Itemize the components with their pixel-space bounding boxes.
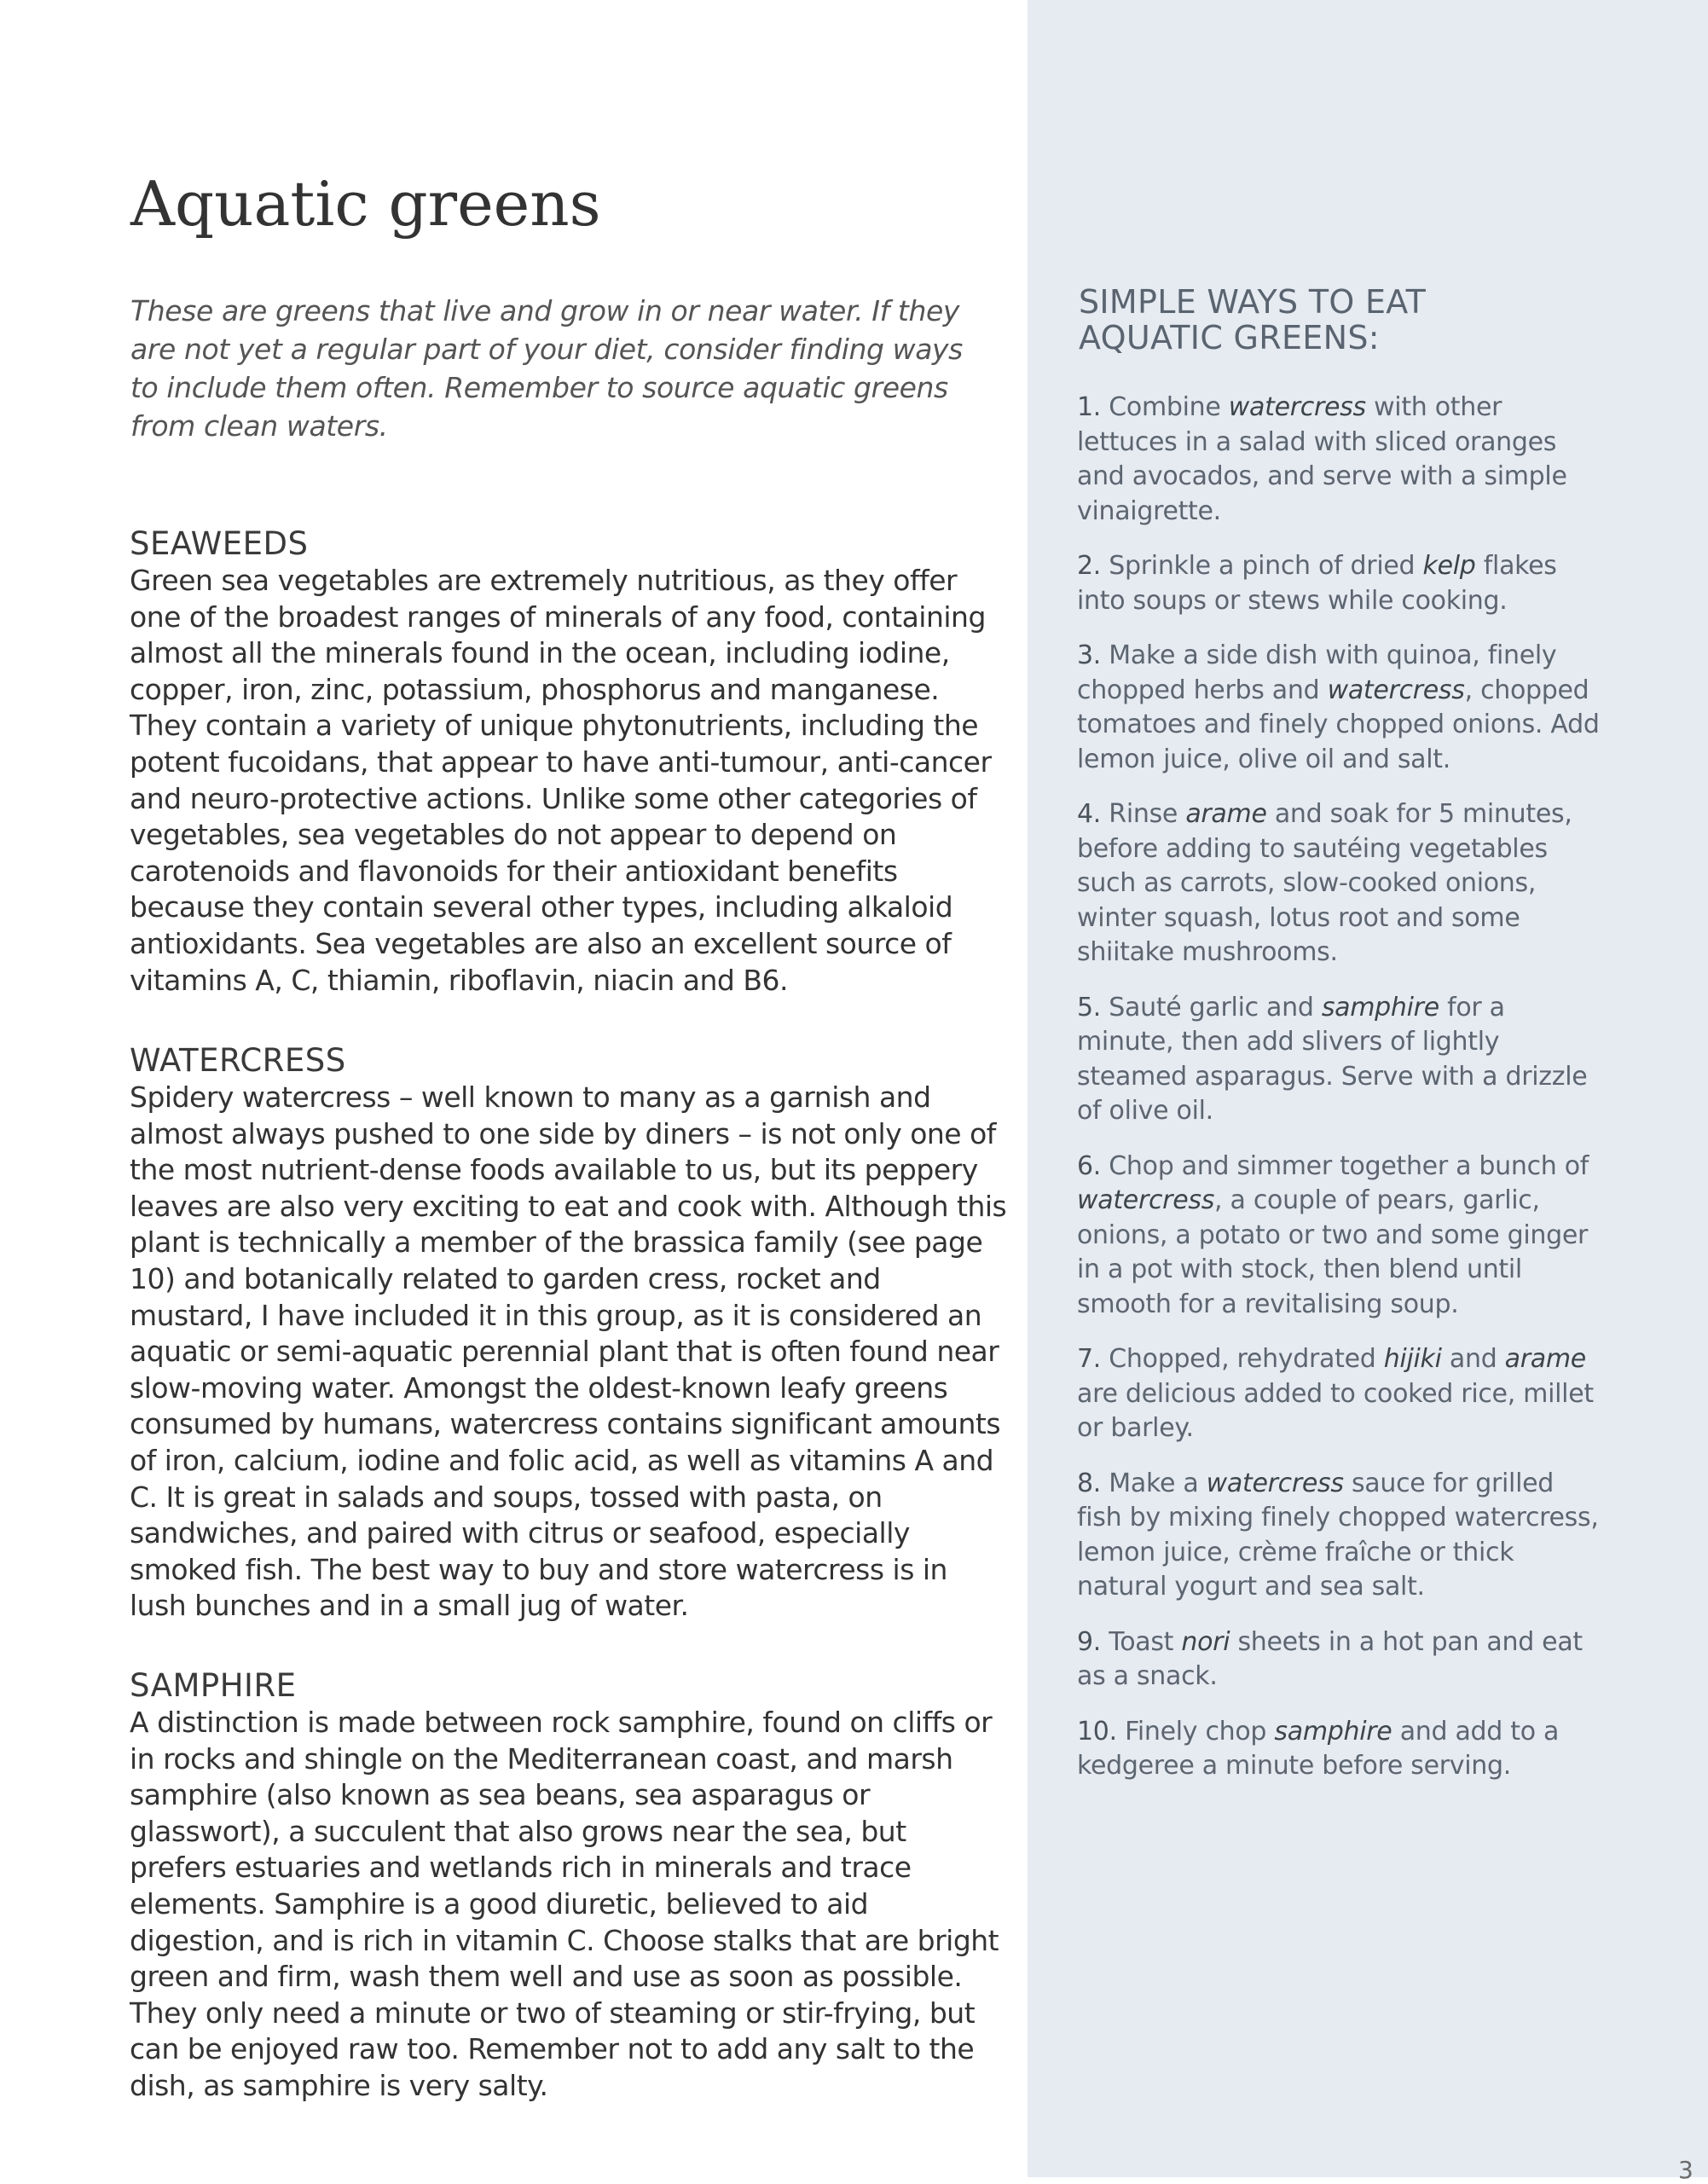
tips-list: [1077, 391, 1606, 1805]
tip-item: [1077, 1625, 1606, 1694]
tip-number: 8.: [1077, 1468, 1102, 1498]
tip-ingredient: arame: [1185, 799, 1267, 829]
intro-paragraph: These are greens that live and grow in or near water. If they are not yet a regular part of your diet, consider finding ways to include them often. Remember to source aquatic greens from clean waters.: [130, 294, 963, 443]
tip-item: [1077, 549, 1606, 618]
tip-text: Finely chop: [1125, 1716, 1275, 1747]
tip-text: and: [1441, 1344, 1505, 1374]
tip-ingredient: arame: [1504, 1344, 1586, 1374]
page-number: 3: [1678, 2156, 1694, 2184]
tip-number: 7.: [1077, 1344, 1102, 1374]
tip-text: Toast: [1109, 1626, 1182, 1657]
tip-item: [1077, 1715, 1606, 1784]
tip-text: Sprinkle a pinch of dried: [1109, 551, 1423, 581]
tip-item: [1077, 797, 1606, 970]
tip-text: , chopped tomatoes and finely chopped onions. Add lemon juice, olive oil and salt.: [1077, 675, 1600, 774]
tip-text: Rinse: [1109, 799, 1186, 829]
tip-text: Combine: [1109, 392, 1229, 422]
section-heading: SAMPHIRE: [130, 1667, 297, 1704]
tip-item: [1077, 391, 1606, 529]
tip-item: [1077, 1467, 1606, 1605]
section-samphire: [130, 1667, 1008, 2105]
tip-text: Chopped, rehydrated: [1109, 1344, 1384, 1374]
section-heading: WATERCRESS: [130, 1042, 346, 1079]
tip-text: Make a: [1109, 1468, 1207, 1498]
tip-text: flakes into soups or stews while cooking.: [1077, 551, 1557, 616]
tip-number: 9.: [1077, 1626, 1102, 1657]
tip-number: 5.: [1077, 992, 1102, 1022]
tip-number: 3.: [1077, 640, 1102, 670]
tip-ingredient: watercress: [1206, 1468, 1344, 1498]
section-body: Spidery watercress – well known to many as a garnish and almost always pushed to one side by diners – is not only one of the most nutrient-dense foods available to us, but its peppery leaves are also very exciting to eat and cook with. Although this plant is technically a member of the brassica family (see page 10) and botanically related to garden cress, rocket and mustard, I have included it in this group, as it is considered an aquatic or semi-aquatic perennial plant that is often found near slow-moving water. Amongst the oldest-known leafy greens consumed by humans, watercress contains significant amounts of iron, calcium, iodine and folic acid, as well as vitamins A and C. It is great in salads and soups, tossed with pasta, on sandwiches, and paired with citrus or seafood, especially smoked fish. The best way to buy and store watercress is in lush bunches and in a small jug of water.: [130, 1080, 1007, 1623]
tip-ingredient: nori: [1181, 1626, 1230, 1657]
tip-number: 4.: [1077, 799, 1102, 829]
section-heading: SEAWEEDS: [130, 525, 309, 562]
tip-text: Chop and simmer together a bunch of: [1109, 1150, 1589, 1181]
tip-text: with other lettuces in a salad with sliced oranges and avocados, and serve with a simple vinaigrette.: [1077, 392, 1567, 526]
tip-ingredient: watercress: [1077, 1185, 1215, 1215]
tip-number: 6.: [1077, 1150, 1102, 1181]
tip-ingredient: samphire: [1274, 1716, 1392, 1747]
section-body: Green sea vegetables are extremely nutritious, as they offer one of the broadest ranges of minerals of any food, containing almost all the minerals found in the ocean, including iodine, copper, iron, zinc, potassium, phosphorus and manganese. They contain a variety of unique phytonutrients, including the potent fucoidans, that appear to have anti-tumour, anti-cancer and neuro-protective actions. Unlike some other categories of vegetables, sea vegetables do not appear to depend on carotenoids and flavonoids for their antioxidant benefits because they contain several other types, including alkaloid antioxidants. Sea vegetables are also an excellent source of vitamins A, C, thiamin, riboflavin, niacin and B6.: [130, 564, 992, 997]
section-seaweeds: [130, 525, 1008, 999]
section-body: A distinction is made between rock samphire, found on cliffs or in rocks and shingle on the Mediterranean coast, and marsh samphire (also known as sea beans, sea asparagus or glasswort), a succulent that also grows near the sea, but prefers estuaries and wetlands rich in minerals and trace elements. Samphire is a good diuretic, believed to aid digestion, and is rich in vitamin C. Choose stalks that are bright green and firm, wash them well and use as soon as possible. They only need a minute or two of steaming or stir-frying, but can be enjoyed raw too. Remember not to add any salt to the dish, as samphire is very salty.: [130, 1706, 999, 2102]
tip-text: sauce for grilled fish by mixing finely chopped watercress, lemon juice, crème fraîche or thick natural yogurt and sea salt.: [1077, 1468, 1599, 1602]
sidebar-heading: SIMPLE WAYS TO EAT AQUATIC GREENS:: [1079, 283, 1427, 356]
tip-text: for a minute, then add slivers of lightly steamed asparagus. Serve with a drizzle of olive oil.: [1077, 992, 1588, 1126]
page-title: Aquatic greens: [130, 168, 601, 240]
tip-text: are delicious added to cooked rice, millet or barley.: [1077, 1378, 1594, 1443]
tip-number: 1.: [1077, 392, 1102, 422]
tip-item: [1077, 1150, 1606, 1323]
tip-ingredient: hijiki: [1383, 1344, 1442, 1374]
tip-text: , a couple of pears, garlic, onions, a potato or two and some ginger in a pot with stock, then blend until smooth for a revitalising soup.: [1077, 1185, 1589, 1319]
tip-item: [1077, 639, 1606, 777]
section-watercress: [130, 1042, 1008, 1625]
tip-number: 10.: [1077, 1716, 1117, 1747]
tip-number: 2.: [1077, 551, 1102, 581]
tip-ingredient: kelp: [1422, 551, 1476, 581]
tip-text: Sauté garlic and: [1109, 992, 1322, 1022]
tip-text: sheets in a hot pan and eat as a snack.: [1077, 1626, 1583, 1691]
tip-ingredient: watercress: [1327, 675, 1465, 705]
tip-ingredient: samphire: [1321, 992, 1439, 1022]
tip-item: [1077, 991, 1606, 1129]
tip-text: Make a side dish with quinoa, finely chopped herbs and: [1077, 640, 1557, 705]
tip-item: [1077, 1342, 1606, 1446]
tip-text: and add to a kedgeree a minute before serving.: [1077, 1716, 1560, 1781]
tip-text: and soak for 5 minutes, before adding to sautéing vegetables such as carrots, slow-cooked onions, winter squash, lotus root and some shiitake mushrooms.: [1077, 799, 1572, 967]
tip-ingredient: watercress: [1228, 392, 1366, 422]
